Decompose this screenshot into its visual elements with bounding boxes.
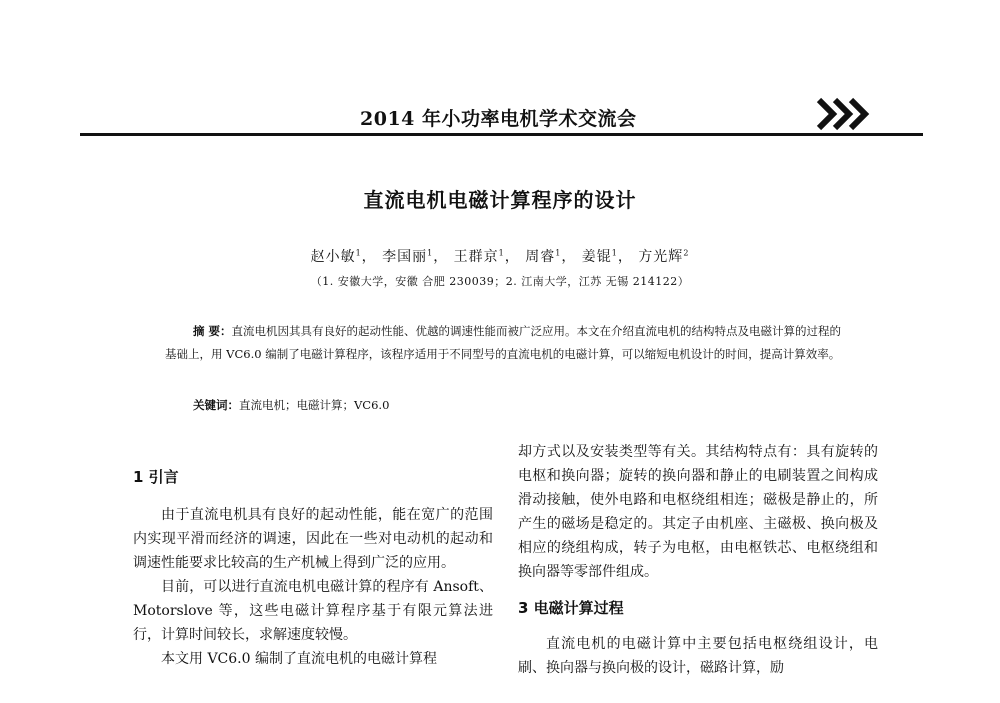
author-affiliation-mark: 2 bbox=[683, 248, 690, 258]
author-affiliation-mark: 1 bbox=[498, 248, 505, 258]
author-separator: ， bbox=[617, 249, 633, 265]
author: 王群京 bbox=[453, 249, 499, 265]
author-list bbox=[0, 246, 1000, 266]
author-separator: ， bbox=[504, 249, 520, 265]
author: 赵小敏 bbox=[310, 249, 356, 265]
right-column bbox=[518, 440, 878, 680]
author-affiliation-mark: 1 bbox=[611, 248, 618, 258]
affiliations: （1. 安徽大学，安徽 合肥 230039；2. 江南大学，江苏 无锡 214122） bbox=[310, 275, 690, 288]
author-separator: ， bbox=[433, 249, 449, 265]
header-divider bbox=[80, 133, 923, 136]
author: 李国丽 bbox=[382, 249, 428, 265]
section-heading: 1 引言 bbox=[133, 468, 179, 486]
abstract-text: 直流电机因其具有良好的起动性能、优越的调速性能而被广泛应用。本文在介绍直流电机的结构特点及电磁计算的过程的基础上，用 VC6.0 编制了电磁计算程序，该程序适用于不同型号的直流电机的电磁计算，可以缩短电机设计的时间，提高计算效率。 bbox=[165, 324, 842, 361]
paper-title: 直流电机电磁计算程序的设计 bbox=[363, 188, 637, 212]
paragraph: 却方式以及安装类型等有关。其结构特点有：具有旋转的电枢和换向器；旋转的换向器和静止的电刷装置之间构成滑动接触，使外电路和电枢绕组相连；磁极是静止的，所产生的磁场是稳定的。其定子由机座、主磁极、换向极及相应的绕组构成，转子为电枢，由电枢铁芯、电枢绕组和换向器等零部件组成。 bbox=[518, 444, 878, 580]
author-affiliation-mark: 1 bbox=[427, 248, 434, 258]
author-separator: ， bbox=[361, 249, 377, 265]
keywords-text: 直流电机；电磁计算；VC6.0 bbox=[239, 398, 390, 412]
author: 方光辉 bbox=[638, 249, 684, 265]
paragraph: 由于直流电机具有良好的起动性能，能在宽广的范围内实现平滑而经济的调速，因此在一些对电动机的起动和调速性能要求比较高的生产机械上得到广泛的应用。 bbox=[133, 507, 493, 571]
author-separator: ， bbox=[561, 249, 577, 265]
section-heading: 3 电磁计算过程 bbox=[518, 599, 624, 617]
paragraph: 本文用 VC6.0 编制了直流电机的电磁计算程 bbox=[161, 651, 437, 667]
paragraph: 目前，可以进行直流电机电磁计算的程序有 Ansoft、Motorslove 等，这些电磁计算程序基于有限元算法进行，计算时间较长，求解速度较慢。 bbox=[133, 579, 493, 643]
author-affiliation-mark: 1 bbox=[355, 248, 362, 258]
author: 姜锟 bbox=[581, 249, 612, 265]
journal-header: 2014 年小功率电机学术交流会 bbox=[360, 108, 637, 130]
paragraph: 直流电机的电磁计算中主要包括电枢绕组设计，电刷、换向器与换向极的设计，磁路计算，励 bbox=[518, 636, 878, 676]
author: 周睿 bbox=[525, 249, 556, 265]
keywords-label: 关键词： bbox=[193, 398, 239, 412]
left-column bbox=[133, 465, 493, 671]
chevron-right-icon bbox=[815, 96, 875, 132]
keywords bbox=[193, 397, 389, 413]
abstract-label: 摘 要： bbox=[193, 324, 232, 338]
abstract bbox=[165, 320, 845, 366]
author-affiliation-mark: 1 bbox=[555, 248, 562, 258]
